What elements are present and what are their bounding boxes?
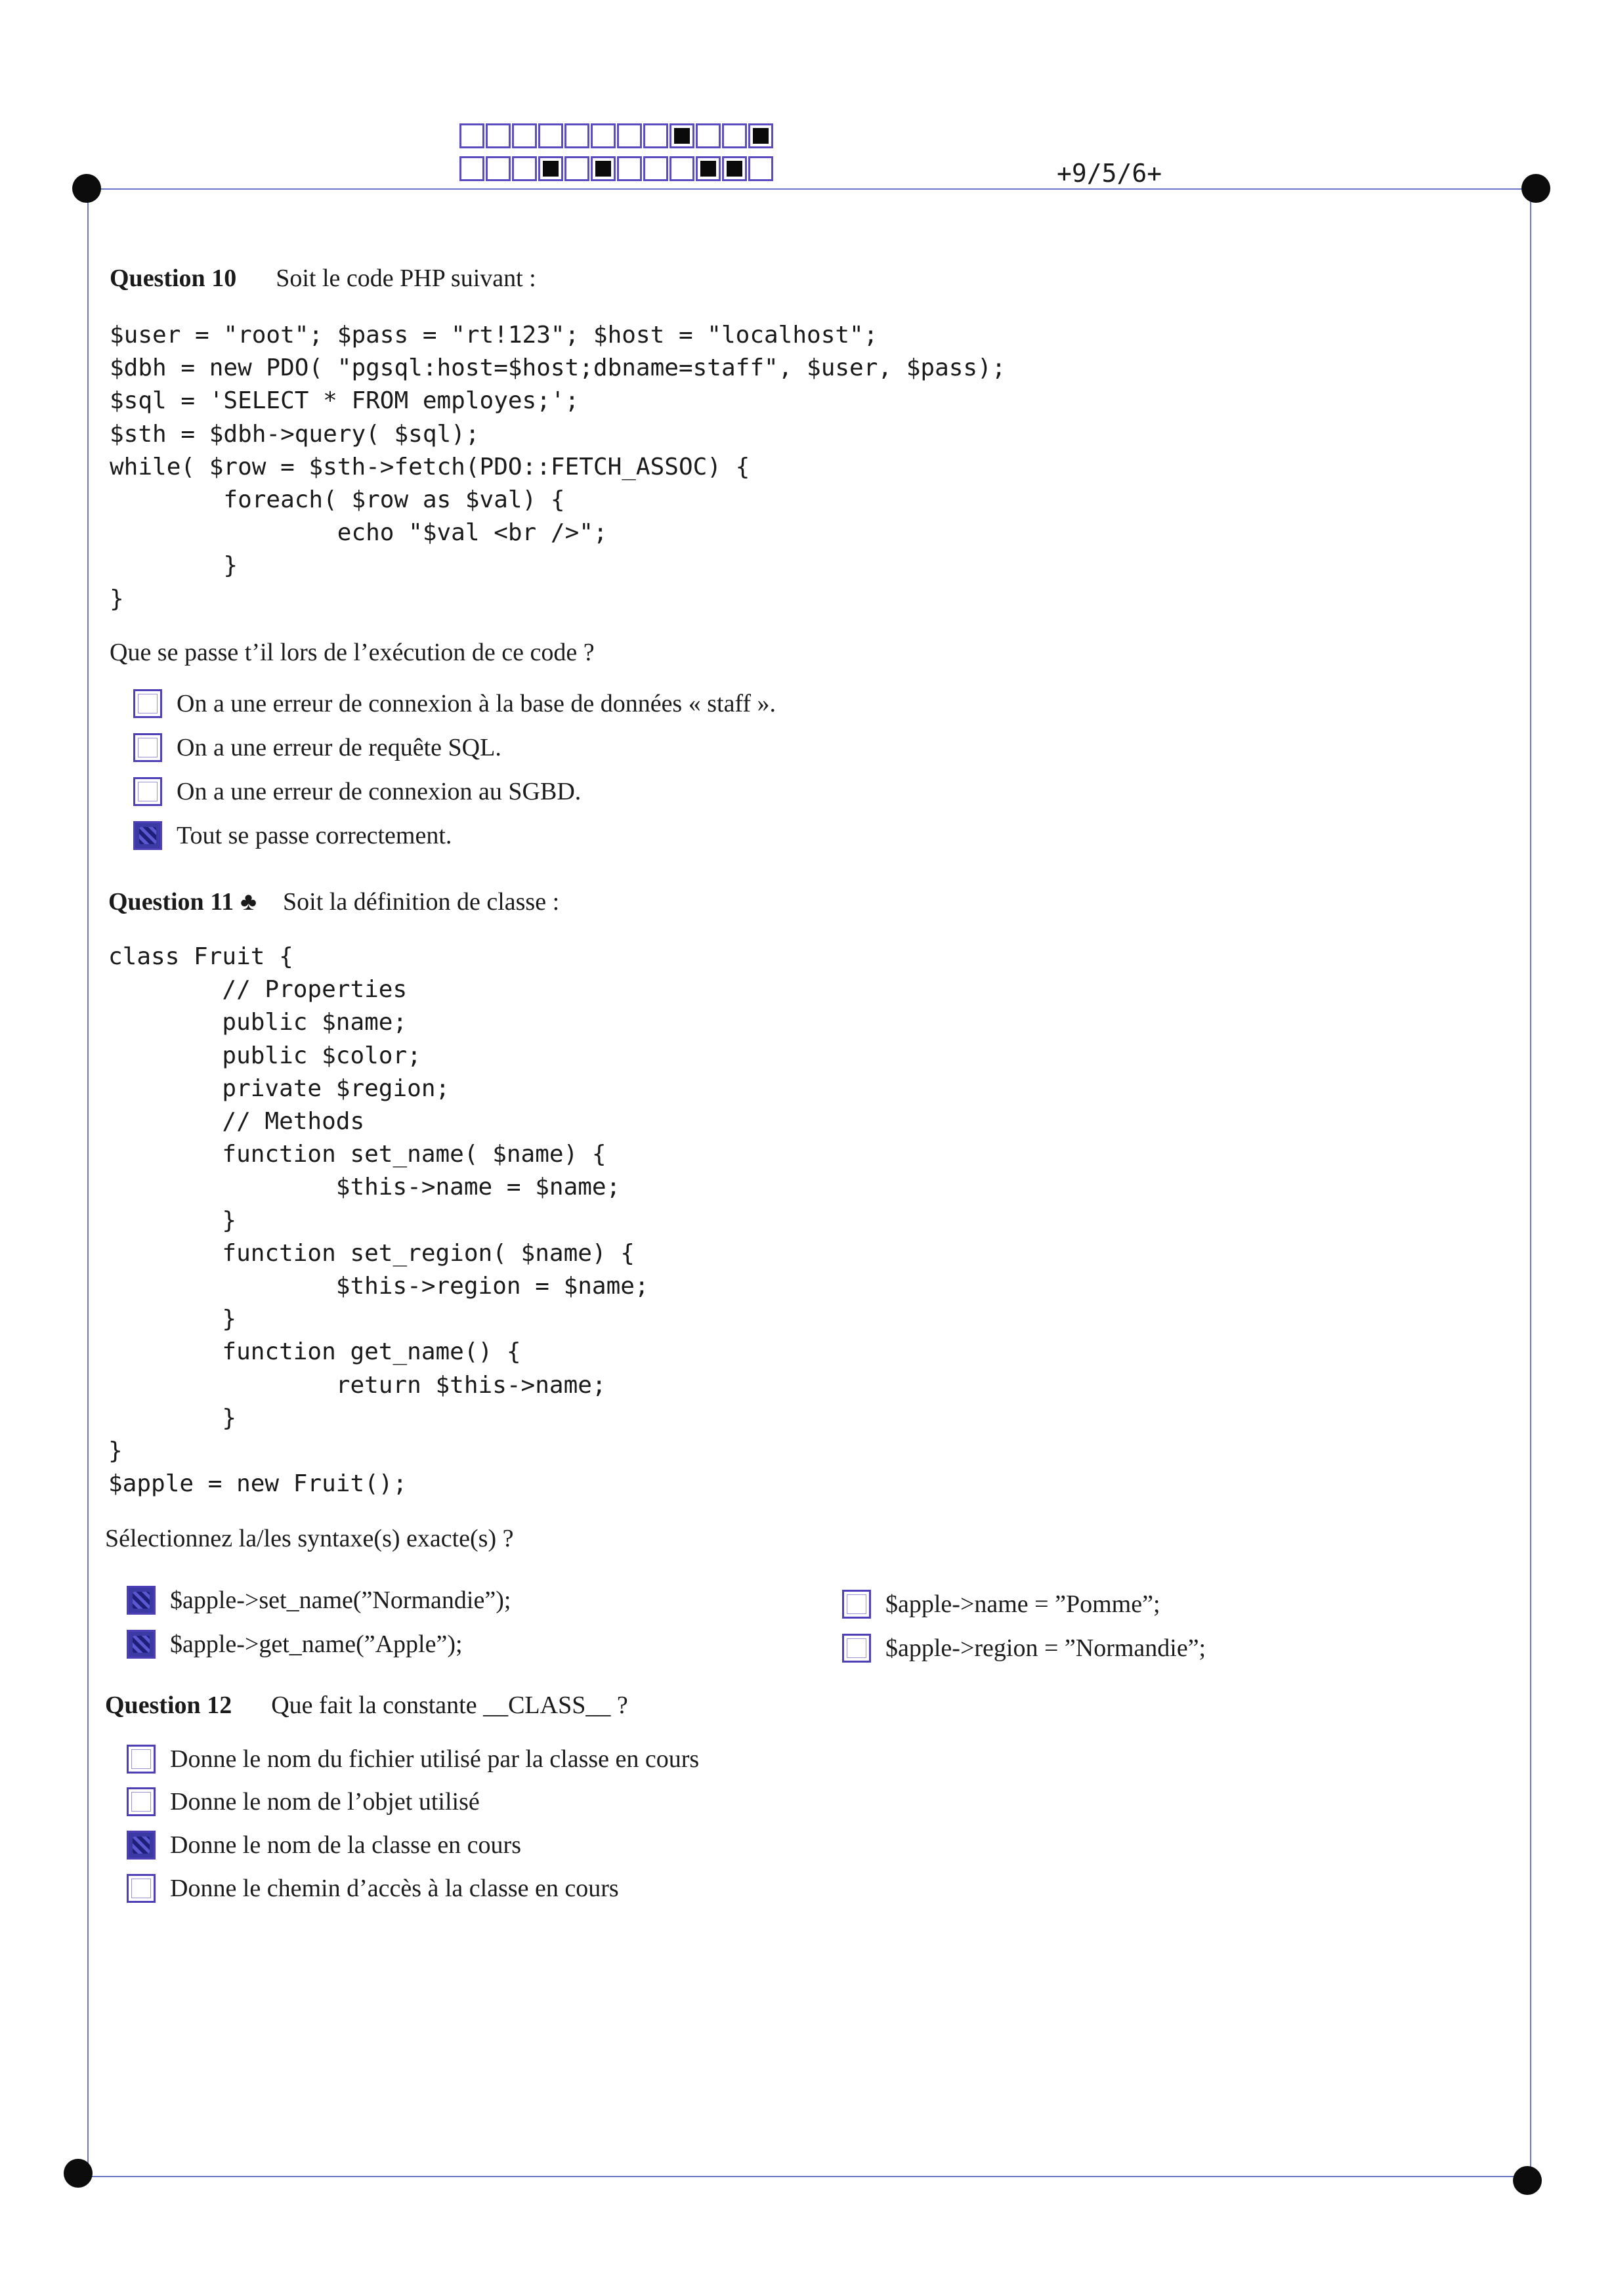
corner-marker-top-left: [72, 174, 101, 203]
code-box: [486, 156, 511, 181]
corner-marker-top-right: [1521, 174, 1550, 203]
q10-choice-3[interactable]: [133, 777, 581, 806]
q12-choice-1-label: Donne le nom du fichier utilisé par la classe en cours: [170, 1745, 700, 1773]
q10-choice-1-checkbox[interactable]: [133, 689, 162, 718]
q11-choice-4-checkbox[interactable]: [842, 1634, 871, 1663]
question-11-header: [108, 887, 559, 916]
question-10-header: [110, 264, 536, 293]
q12-choice-3-label: Donne le nom de la classe en cours: [170, 1831, 521, 1859]
question-12-label: Question 12: [105, 1691, 232, 1719]
q10-choice-1[interactable]: [133, 689, 776, 718]
q11-choice-3-checkbox[interactable]: [842, 1590, 871, 1619]
q11-choice-4[interactable]: [842, 1634, 1206, 1663]
code-box: [591, 123, 616, 148]
code-box: [748, 156, 773, 181]
q11-choice-2-label: $apple->get_name(”Apple”);: [170, 1630, 463, 1658]
q10-choice-4-label: Tout se passe correctement.: [177, 822, 452, 849]
q11-choice-2-checkbox[interactable]: [127, 1630, 156, 1659]
code-box: [512, 123, 537, 148]
q10-choice-4-checkbox[interactable]: [133, 821, 162, 850]
code-box: [617, 156, 642, 181]
code-box: [538, 123, 563, 148]
code-box: [696, 156, 721, 181]
question-11-code: class Fruit { // Properties public $name; public $color; private $region; // Methods function set_name( $name) { $this->name = $name; } function set_region( $name) { $this->region = $name; } function get_name() { return $this->name; } } $apple = new Fruit();: [108, 943, 649, 1498]
q10-choice-3-label: On a une erreur de connexion au SGBD.: [177, 778, 582, 805]
code-box: [591, 156, 616, 181]
code-box: [512, 156, 537, 181]
code-box: [564, 123, 589, 148]
code-box: [669, 123, 694, 148]
q11-choice-4-label: $apple->region = ”Normandie”;: [885, 1634, 1206, 1662]
question-10-label: Question 10: [110, 265, 237, 292]
code-box: [722, 123, 747, 148]
q11-choice-2[interactable]: [127, 1630, 463, 1659]
q12-choice-1-checkbox[interactable]: [127, 1745, 156, 1774]
question-12-header: [105, 1691, 628, 1720]
q10-choice-2-label: On a une erreur de requête SQL.: [177, 734, 501, 761]
q12-choice-2-checkbox[interactable]: [127, 1787, 156, 1816]
q12-choice-2[interactable]: [127, 1787, 480, 1816]
corner-marker-bottom-left: [64, 2159, 93, 2188]
q11-choice-3-label: $apple->name = ”Pomme”;: [885, 1590, 1160, 1618]
q11-choice-1-label: $apple->set_name(”Normandie”);: [170, 1586, 511, 1614]
q10-choice-3-checkbox[interactable]: [133, 777, 162, 806]
question-11-prompt: Soit la définition de classe :: [283, 888, 560, 916]
q12-choice-1[interactable]: [127, 1745, 699, 1774]
q11-choice-3[interactable]: [842, 1590, 1160, 1619]
question-10-question: Que se passe t’il lors de l’exécution de ce code ?: [110, 639, 595, 666]
page-id: +9/5/6+: [1057, 159, 1162, 188]
code-box: [538, 156, 563, 181]
question-10-code: $user = "root"; $pass = "rt!123"; $host = "localhost"; $dbh = new PDO( "pgsql:host=$host;dbname=staff", $user, $pass); $sql = 'SELECT * FROM employes;'; $sth = $dbh->query( $sql); while( $row = $sth->fetch(PDO::FETCH_ASSOC) { foreach( $row as $val) { echo "$val <br />"; } }: [110, 322, 1006, 612]
code-box: [459, 156, 484, 181]
q11-choice-1[interactable]: [127, 1586, 511, 1615]
question-11-label: Question 11: [108, 888, 234, 916]
code-box: [722, 156, 747, 181]
q10-choice-2-checkbox[interactable]: [133, 733, 162, 762]
code-box: [669, 156, 694, 181]
code-box: [643, 156, 668, 181]
q12-choice-3[interactable]: [127, 1831, 521, 1860]
page-code-row-2: [459, 156, 775, 181]
code-box: [617, 123, 642, 148]
code-box: [696, 123, 721, 148]
q12-choice-2-label: Donne le nom de l’objet utilisé: [170, 1788, 480, 1816]
q12-choice-3-checkbox[interactable]: [127, 1831, 156, 1860]
question-10-prompt: Soit le code PHP suivant :: [276, 265, 536, 292]
club-icon: ♣: [240, 888, 257, 916]
code-box: [748, 123, 773, 148]
corner-marker-bottom-right: [1513, 2166, 1542, 2195]
q10-choice-2[interactable]: [133, 733, 501, 762]
q12-choice-4[interactable]: [127, 1874, 619, 1903]
q11-choice-1-checkbox[interactable]: [127, 1586, 156, 1615]
q12-choice-4-checkbox[interactable]: [127, 1874, 156, 1903]
q12-choice-4-label: Donne le chemin d’accès à la classe en cours: [170, 1875, 619, 1902]
question-11-question: Sélectionnez la/les syntaxe(s) exacte(s) ?: [105, 1525, 514, 1552]
page-code-row-1: [459, 123, 775, 148]
code-box: [459, 123, 484, 148]
code-box: [486, 123, 511, 148]
code-box: [643, 123, 668, 148]
q10-choice-1-label: On a une erreur de connexion à la base de données « staff ».: [177, 690, 776, 717]
q10-choice-4[interactable]: [133, 821, 452, 850]
code-box: [564, 156, 589, 181]
question-12-prompt: Que fait la constante __CLASS__ ?: [271, 1691, 628, 1719]
